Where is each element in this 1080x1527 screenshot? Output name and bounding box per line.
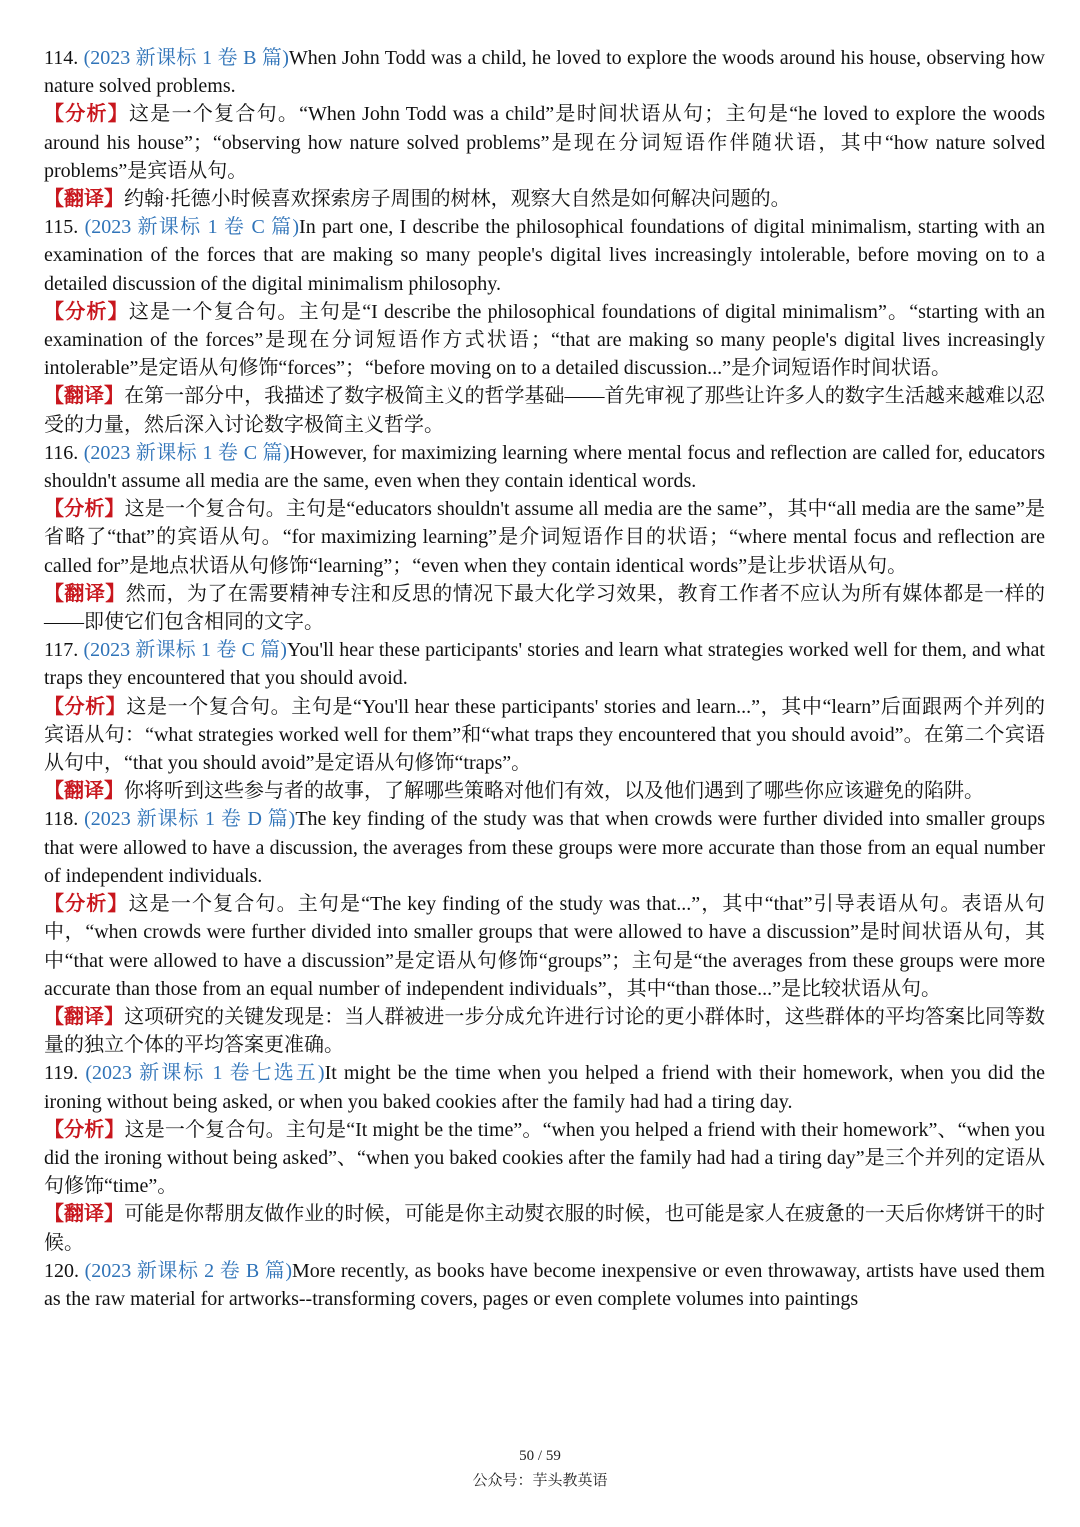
translation-label: 【翻译】	[44, 1005, 125, 1028]
analysis-label: 【分析】	[44, 695, 127, 718]
sentence-line	[44, 44, 1045, 100]
entry-119	[44, 1059, 1045, 1256]
sentence-text: The key finding of the study was that when crowds were further divided into smaller groups that were allowed to have a discussion, the averages from these groups were more accurate than those from an equal number of independent individuals.	[44, 808, 1046, 887]
entry-117	[44, 636, 1045, 805]
page-number: 50 / 59	[519, 1448, 561, 1464]
entry-115	[44, 213, 1045, 439]
analysis-text: 这是一个复合句。主句是“The key finding of the study was that...”，其中“that”引导表语从句。表语从句中，“when crowds were further divided into smaller groups that were allowed to have a discussion”是时间状语从句，其中“that were allowed to have a discussion”是定语从句修饰“groups”；主句是“the averages from these groups were more accurate than those from an equal number of independent individuals”，其中“than those...”是比较状语从句。	[44, 893, 1046, 1000]
translation-line	[44, 185, 1045, 213]
translation-label: 【翻译】	[44, 188, 124, 211]
translation-text: 可能是你帮朋友做作业的时候，可能是你主动熨衣服的时候，也可能是家人在疲惫的一天后你烤饼干的时候。	[44, 1203, 1046, 1254]
translation-line	[44, 777, 1045, 805]
item-number: 117.	[44, 639, 79, 662]
source-tag: (2023 新课标 1 卷 C 篇)	[83, 441, 290, 464]
item-number: 120.	[44, 1259, 79, 1282]
source-tag: (2023 新课标 1 卷 C 篇)	[84, 216, 300, 239]
sentence-line	[44, 439, 1045, 495]
source-tag: (2023 新课标 1 卷 D 篇)	[84, 808, 296, 831]
translation-line	[44, 382, 1045, 438]
entry-120	[44, 1257, 1045, 1313]
translation-label: 【翻译】	[44, 1203, 125, 1226]
analysis-text: 这是一个复合句。主句是“You'll hear these participants' stories and learn...”，其中“learn”后面跟两个并列的宾语从句：“what strategies worked well for them”和“what traps they encountered that you should avoid”。在第二个宾语从句中，“that you should avoid”是定语从句修饰“traps”。	[44, 695, 1046, 775]
source-tag: (2023 新课标 1 卷 B 篇)	[83, 47, 289, 69]
analysis-label: 【分析】	[44, 1118, 125, 1141]
item-number: 114.	[44, 47, 79, 69]
analysis-text: 这是一个复合句。主句是“educators shouldn't assume all media are the same”，其中“all media are the same”是省略了“that”的宾语从句。“for maximizing learning”是介词短语作目的状语；“where mental focus and reflection are called for”是地点状语从句修饰“learning”；“even when they contain identical words”是让步状语从句。	[44, 498, 1045, 577]
analysis-line	[44, 495, 1045, 580]
source-tag: (2023 新课标 1 卷 C 篇)	[83, 639, 287, 662]
sentence-text: It might be the time when you helped a friend with their homework, when you did the ironing without being asked, or when you baked cookies after the family had had a tiring day.	[44, 1062, 1046, 1113]
analysis-line	[44, 100, 1045, 185]
analysis-label: 【分析】	[44, 498, 125, 521]
translation-label: 【翻译】	[44, 385, 125, 408]
source-tag: (2023 新课标 1 卷七选五)	[85, 1062, 325, 1085]
analysis-label: 【分析】	[44, 893, 129, 916]
translation-text: 你将听到这些参与者的故事，了解哪些策略对他们有效，以及他们遇到了哪些你应该避免的陷阱。	[124, 780, 984, 803]
analysis-label: 【分析】	[44, 300, 129, 323]
analysis-label: 【分析】	[44, 103, 130, 126]
sentence-text: In part one, I describe the philosophical foundations of digital minimalism, starting with an examination of the forces that are making so many people's digital lives increasingly intolerable, before moving on to a detailed discussion of the digital minimalism philosophy.	[44, 216, 1046, 295]
translation-label: 【翻译】	[44, 582, 126, 605]
analysis-line	[44, 1116, 1045, 1201]
item-number: 116.	[44, 441, 79, 464]
translation-text: 在第一部分中，我描述了数字极简主义的哲学基础——首先审视了那些让许多人的数字生活越来越难以忍受的力量，然后深入讨论数字极简主义哲学。	[44, 385, 1046, 436]
analysis-text: 这是一个复合句。主句是“It might be the time”。“when you helped a friend with their homework”、“when you did the ironing without being asked”、“when you baked cookies after the family had had a tiring day”是三个并列的定语从句修饰“time”。	[44, 1118, 1045, 1198]
sentence-text: More recently, as books have become inexpensive or even throwaway, artists have used them as the raw material for artworks--transforming covers, pages or even complete volumes into paintings	[44, 1259, 1045, 1310]
sentence-line	[44, 1059, 1045, 1115]
sentence-text: When John Todd was a child, he loved to explore the woods around his house, observing how nature solved problems.	[44, 47, 1045, 98]
translation-text: 这项研究的关键发现是：当人群被进一步分成允许进行讨论的更小群体时，这些群体的平均答案比同等数量的独立个体的平均答案更准确。	[44, 1005, 1046, 1057]
translation-label: 【翻译】	[44, 780, 124, 803]
source-tag: (2023 新课标 2 卷 B 篇)	[84, 1259, 292, 1282]
translation-line	[44, 1003, 1045, 1059]
entry-116	[44, 439, 1045, 636]
analysis-text: 这是一个复合句。“When John Todd was a child”是时间状语从句；主句是“he loved to explore the woods around his house”；“observing how nature solved problems”是现在分词短语作伴随状语，其中“how nature solved problems”是宾语从句。	[44, 103, 1045, 182]
analysis-line	[44, 890, 1045, 1003]
analysis-text: 这是一个复合句。主句是“I describe the philosophical foundations of digital minimalism”。“starting with an examination of the forces”是现在分词短语作方式状语；“that are making so many people's digital lives increasingly intolerable”是定语从句修饰“forces”；“before moving on to a detailed discussion...”是介词短语作时间状语。	[44, 300, 1046, 380]
translation-line	[44, 580, 1045, 636]
analysis-line	[44, 693, 1045, 778]
analysis-line	[44, 298, 1045, 383]
sentence-line	[44, 1257, 1045, 1313]
document-body	[44, 44, 1045, 1313]
sentence-line	[44, 213, 1045, 298]
item-number: 119.	[44, 1062, 79, 1085]
translation-line	[44, 1200, 1045, 1256]
translation-text: 然而，为了在需要精神专注和反思的情况下最大化学习效果，教育工作者不应认为所有媒体都是一样的——即使它们包含相同的文字。	[44, 582, 1045, 634]
footer-account: 公众号：芋头教英语	[472, 1473, 608, 1489]
sentence-text: You'll hear these participants' stories and learn what strategies worked well for them, and what traps they encountered that you should avoid.	[44, 639, 1045, 690]
entry-114	[44, 44, 1045, 213]
sentence-line	[44, 805, 1045, 890]
item-number: 118.	[44, 808, 79, 831]
item-number: 115.	[44, 216, 79, 239]
sentence-line	[44, 636, 1045, 692]
sentence-text: However, for maximizing learning where mental focus and reflection are called for, educators shouldn't assume all media are the same, even when they contain identical words.	[44, 441, 1045, 493]
entry-118	[44, 805, 1045, 1059]
translation-text: 约翰·托德小时候喜欢探索房子周围的树林，观察大自然是如何解决问题的。	[124, 188, 791, 211]
